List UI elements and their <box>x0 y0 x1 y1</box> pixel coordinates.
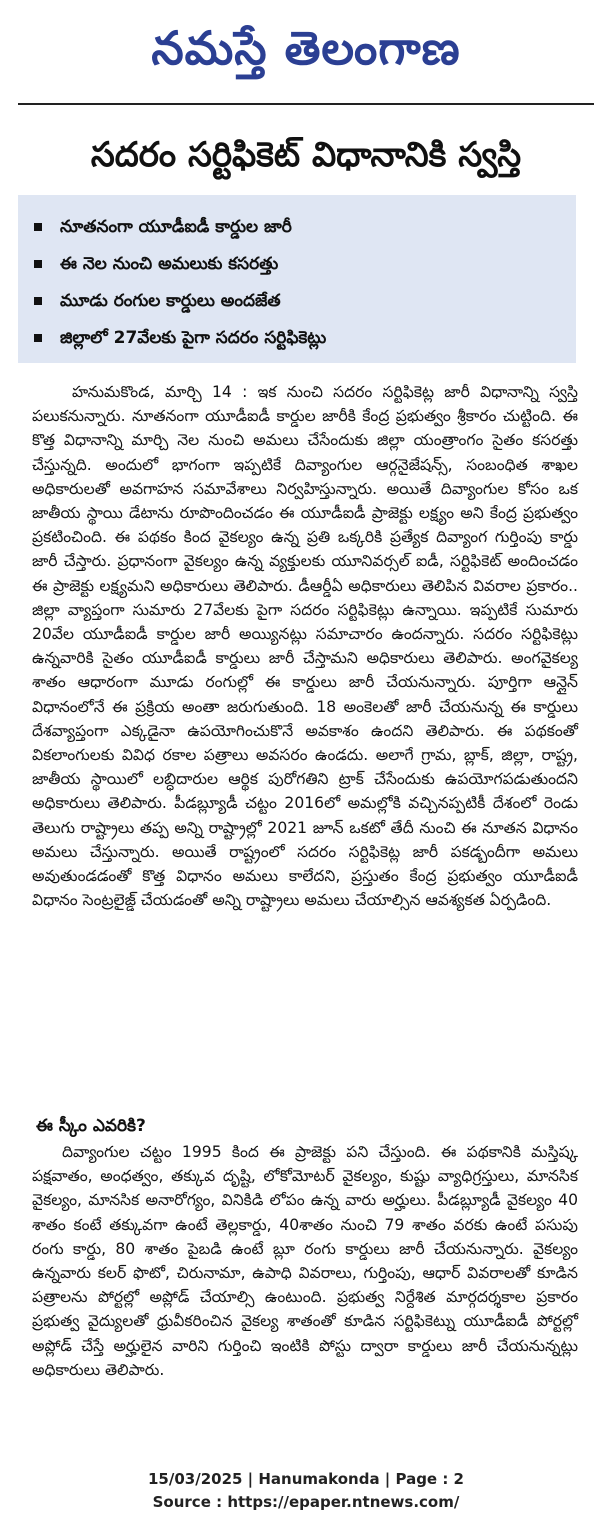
highlight-item: జిల్లాలో 27వేలకు పైగా సదరం సర్టిఫికెట్లు <box>34 326 326 350</box>
source-link[interactable]: Source : https://epaper.ntnews.com/ <box>152 1493 460 1511</box>
highlight-item: ఈ నెల నుంచి అమలుకు కసరత్తు <box>34 252 278 276</box>
highlight-item: నూతనంగా యూడీఐడీ కార్డుల జారీ <box>34 215 292 239</box>
bullet-icon <box>34 223 42 231</box>
article-paragraph: దివ్యాంగుల చట్టం 1995 కింద ఈ ప్రాజెక్టు పని చేస్తుంది. ఈ పథకానికి మస్తిష్క పక్షవాతం, అంధత్వం, తక్కువ దృష్టి, లోకోమోటర్ వైకల్యం, కుష్టు వ్యాధిగ్రస్తులు, మానసిక వైకల్యం, మానసిక అనారోగ్యం, వినికిడి లోపం ఉన్న వారు అర్హులు. పీడబ్ల్యూడీ వైకల్యం 40 శాతం కంటే తక్కువగా ఉంటే తెల్లకార్డు, 40శాతం నుంచి 79 శాతం వరకు ఉంటే పసుపు రంగు కార్డు, 80 శాతం పైబడి ఉంటే బ్లూ రంగు కార్డులు జారీ చేయనున్నారు. వైకల్యం ఉన్నవారు కలర్ ఫొటో, చిరునామా, ఉపాధి వివరాలు, గుర్తింపు, ఆధార్ వివరాలతో కూడిన పత్రాలను పోర్టల్లో అప్లోడ్ చేయాల్సి ఉంటుంది. ప్రభుత్వ నిర్దేశిత మార్గదర్శకాల ప్రకారం ప్రభుత్వ వైద్యులతో ధ్రువీకరించిన వైకల్య శాతంతో కూడిన సర్టిఫికెట్ను యూడీఐడీ పోర్టల్లో అప్లోడ్ చేస్తే అర్హులైన వారిని గుర్తించి ఇంటికి పోస్టు ద్వారా కార్డులు జారీ చేయనున్నట్లు అధికారులు తెలిపారు. <box>32 1143 578 1379</box>
section-subheading: ఈ స్కీం ఎవరికి? <box>36 1116 146 1136</box>
highlight-item: మూడు రంగుల కార్డులు అందజేత <box>34 289 281 313</box>
bullet-icon <box>34 260 42 268</box>
publication-info: 15/03/2025 | Hanumakonda | Page : 2 <box>147 1470 464 1488</box>
newspaper-masthead: నమస్తే తెలంగాణ <box>151 21 461 75</box>
article-headline: సదరం సర్టిఫికెట్ విధానానికి స్వస్తి <box>90 135 522 175</box>
highlights-box <box>18 195 576 363</box>
masthead-divider <box>18 103 594 105</box>
article-paragraph: హనుమకొండ, మార్చి 14 : ఇక నుంచి సదరం సర్టిఫికెట్ల జారీ విధానాన్ని స్వస్తి పలుకనున్నారు. నూతనంగా యూడీఐడీ కార్డుల జారీకి కేంద్ర ప్రభుత్వం శ్రీకారం చుట్టింది. ఈ కొత్త విధానాన్ని మార్చి నెల నుంచి అమలు చేసేందుకు జిల్లా యంత్రాంగం సైతం కసరత్తు చేస్తున్నది. అందులో భాగంగా ఇప్పటికే దివ్యాంగుల ఆర్గనైజేషన్స్, సంబంధిత శాఖల అధికారులతో అవగాహన సమావేశాలు నిర్వహిస్తున్నారు. అయితే దివ్యాంగుల కోసం ఒక జాతీయ స్థాయి డేటాను రూపొందించడం ఈ యూడీఐడీ ప్రాజెక్టు లక్ష్యం అని కేంద్ర ప్రభుత్వం ప్రకటించింది. ఈ పథకం కింద వైకల్యం ఉన్న ప్రతి ఒక్కరికి ప్రత్యేక దివ్యాంగ గుర్తింపు కార్డు జారీ చేస్తారు. ప్రధానంగా వైకల్యం ఉన్న వ్యక్తులకు యూనివర్సల్ ఐడీ, సర్టిఫికెట్ అందించడం ఈ ప్రాజెక్టు లక్ష్యమని అధికారులు తెలిపారు. డీఆర్డీఏ అధికారులు తెలిపిన వివరాల ప్రకారం.. జిల్లా వ్యాప్తంగా సుమారు 27వేలకు పైగా సదరం సర్టిఫికెట్లు ఉన్నాయి. ఇప్పటికే సుమారు 20వేల యూడీఐడీ కార్డుల జారీ అయ్యినట్లు సమాచారం ఉందన్నారు. సదరం సర్టిఫికెట్లు ఉన్నవారికి సైతం యూడీఐడీ కార్డులు జారీ చేస్తామని అధికారులు తెలిపారు. అంగవైకల్య శాతం ఆధారంగా మూడు రంగుల్లో ఈ కార్డులు జారీ చేయనున్నారు. పూర్తిగా ఆన్లైన్ విధానంలోనే ఈ ప్రక్రియ అంతా జరుగుతుంది. 18 అంకెలతో జారీ చేయనున్న ఈ కార్డులు దేశవ్యాప్తంగా ఎక్కడైనా ఉపయోగించుకొనే అవకాశం ఉందని తెలిపారు. ఈ పథకంతో వికలాంగులకు వివిధ రకాల పత్రాలు అవసరం ఉండదు. అలాగే గ్రామ, బ్లాక్, జిల్లా, రాష్ట్ర, జాతీయ స్థాయిలో లబ్ధిదారుల ఆర్థిక పురోగతిని ట్రాక్ చేసేందుకు ఉపయోగపడుతుందని అధికారులు తెలిపారు. పీడబ్ల్యూడీ చట్టం 2016లో అమల్లోకి వచ్చినప్పటికీ దేశంలో రెండు తెలుగు రాష్ట్రాలు తప్ప అన్ని రాష్ట్రాల్లో 2021 జూన్ ఒకటో తేదీ నుంచి ఈ నూతన విధానం అమలు చేస్తున్నారు. అయితే రాష్ట్రంలో సదరం సర్టిఫికెట్ల జారీ పకడ్బందీగా అమలు అవుతుండడంతో కొత్త విధానం అమలు కాలేదని, ప్రస్తుతం కేంద్ర ప్రభుత్వం యూడీఐడీ విధానం సెంట్రలైజ్డ్ చేయడంతో అన్ని రాష్ట్రాలు అమలు చేయాల్సిన ఆవశ్యకత ఏర్పడింది. <box>32 383 578 910</box>
bullet-icon <box>34 334 42 342</box>
bullet-icon <box>34 297 42 305</box>
